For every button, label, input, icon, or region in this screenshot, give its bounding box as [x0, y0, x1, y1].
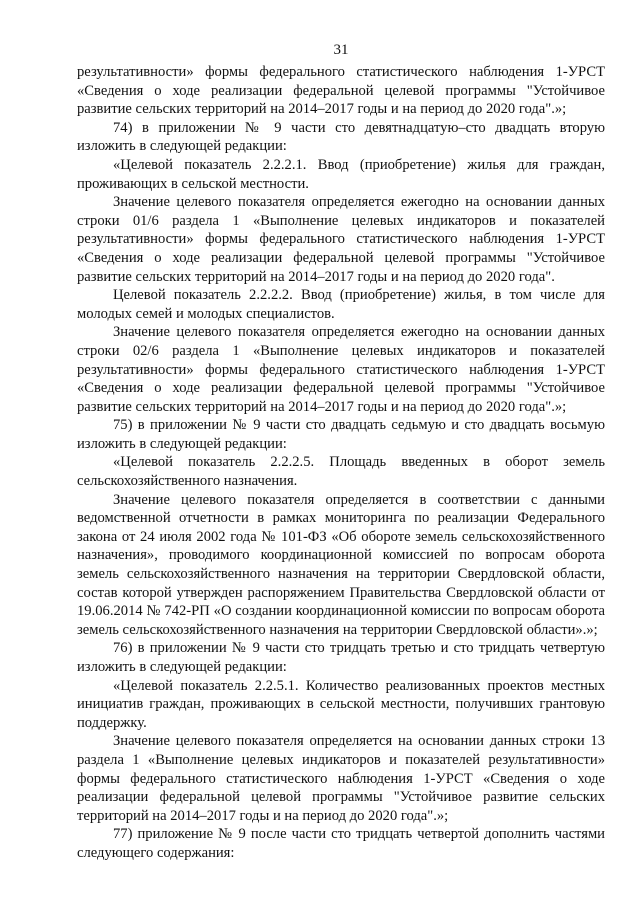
paragraph-indicator-2-2-2-1: «Целевой показатель 2.2.2.1. Ввод (приобретение) жилья для граждан, проживающих в сельской местности. — [77, 156, 605, 192]
paragraph-item-74: 74) в приложении № 9 части сто девятнадцатую–сто двадцать вторую изложить в следующей редакции: — [77, 119, 605, 155]
page-number: 31 — [333, 42, 349, 58]
paragraph-indicator-value: Значение целевого показателя определяется ежегодно на основании данных строки 01/6 раздела 1 «Выполнение целевых индикаторов и показателей результативности» формы федерального статистического наблюдения 1-УРСТ «Сведения о ходе реализации федеральной целевой программы "Устойчивое развитие сельских территорий на 2014–2017 годы и на период до 2020 года". — [77, 194, 605, 285]
paragraph-item-76: 76) в приложении № 9 части сто тридцать третью и сто тридцать четвертую изложить в следующей редакции: — [77, 640, 605, 675]
paragraph-indicator-value: Значение целевого показателя определяется в соответствии с данными ведомственной отчетности в рамках мониторинга по реализации Федерального закона от 24 июля 2002 года № 101-ФЗ «Об обороте земель сельскохозяйственного назначения», проводимого координационной комиссией по вопросам оборота земель сельскохозяйственного назначения на территории Свердловской области, состав которой утвержден распоряжением Правительства Свердловской области от 19.06.2014 № 742-РП «О создании координационной комиссии по вопросам оборота земель сельскохозяйственного назначения на территории Свердловской области».»; — [77, 491, 605, 638]
paragraph-item-75: 75) в приложении № 9 части сто двадцать седьмую и сто двадцать восьмую изложить в следующей редакции: — [77, 417, 605, 452]
paragraph-indicator-value: Значение целевого показателя определяется ежегодно на основании данных строки 02/6 раздела 1 «Выполнение целевых индикаторов и показателей результативности» формы федерального статистического наблюдения 1-УРСТ «Сведения о ходе реализации федеральной целевой программы "Устойчивое развитие сельских территорий на 2014–2017 годы и на период до 2020 года".»; — [77, 324, 605, 415]
paragraph-indicator-value: Значение целевого показателя определяется на основании данных строки 13 раздела 1 «Выполнение целевых индикаторов и показателей результативности» формы федерального статистического наблюдения 1-УРСТ «Сведения о ходе реализации федеральной целевой программы "Устойчивое развитие сельских территорий на 2014–2017 годы и на период до 2020 года".»; — [77, 733, 605, 824]
paragraph-item-77: 77) приложение № 9 после части сто тридцать четвертой дополнить частями следующего содержания: — [77, 826, 605, 861]
paragraph-indicator-2-2-2-2: Целевой показатель 2.2.2.2. Ввод (приобретение) жилья, в том числе для молодых семей и молодых специалистов. — [77, 287, 605, 322]
document-body — [77, 63, 605, 863]
paragraph-indicator-2-2-2-5: «Целевой показатель 2.2.2.5. Площадь введенных в оборот земель сельскохозяйственного назначения. — [77, 454, 605, 490]
paragraph-continuation: результативности» формы федерального статистического наблюдения 1-УРСТ «Сведения о ходе реализации федеральной целевой программы "Устойчивое развитие сельских территорий на 2014–2017 годы и на период до 2020 года".»; — [77, 64, 605, 118]
paragraph-indicator-2-2-5-1: «Целевой показатель 2.2.5.1. Количество реализованных проектов местных инициатив граждан, проживающих в сельской местности, получивших грантовую поддержку. — [77, 677, 605, 731]
